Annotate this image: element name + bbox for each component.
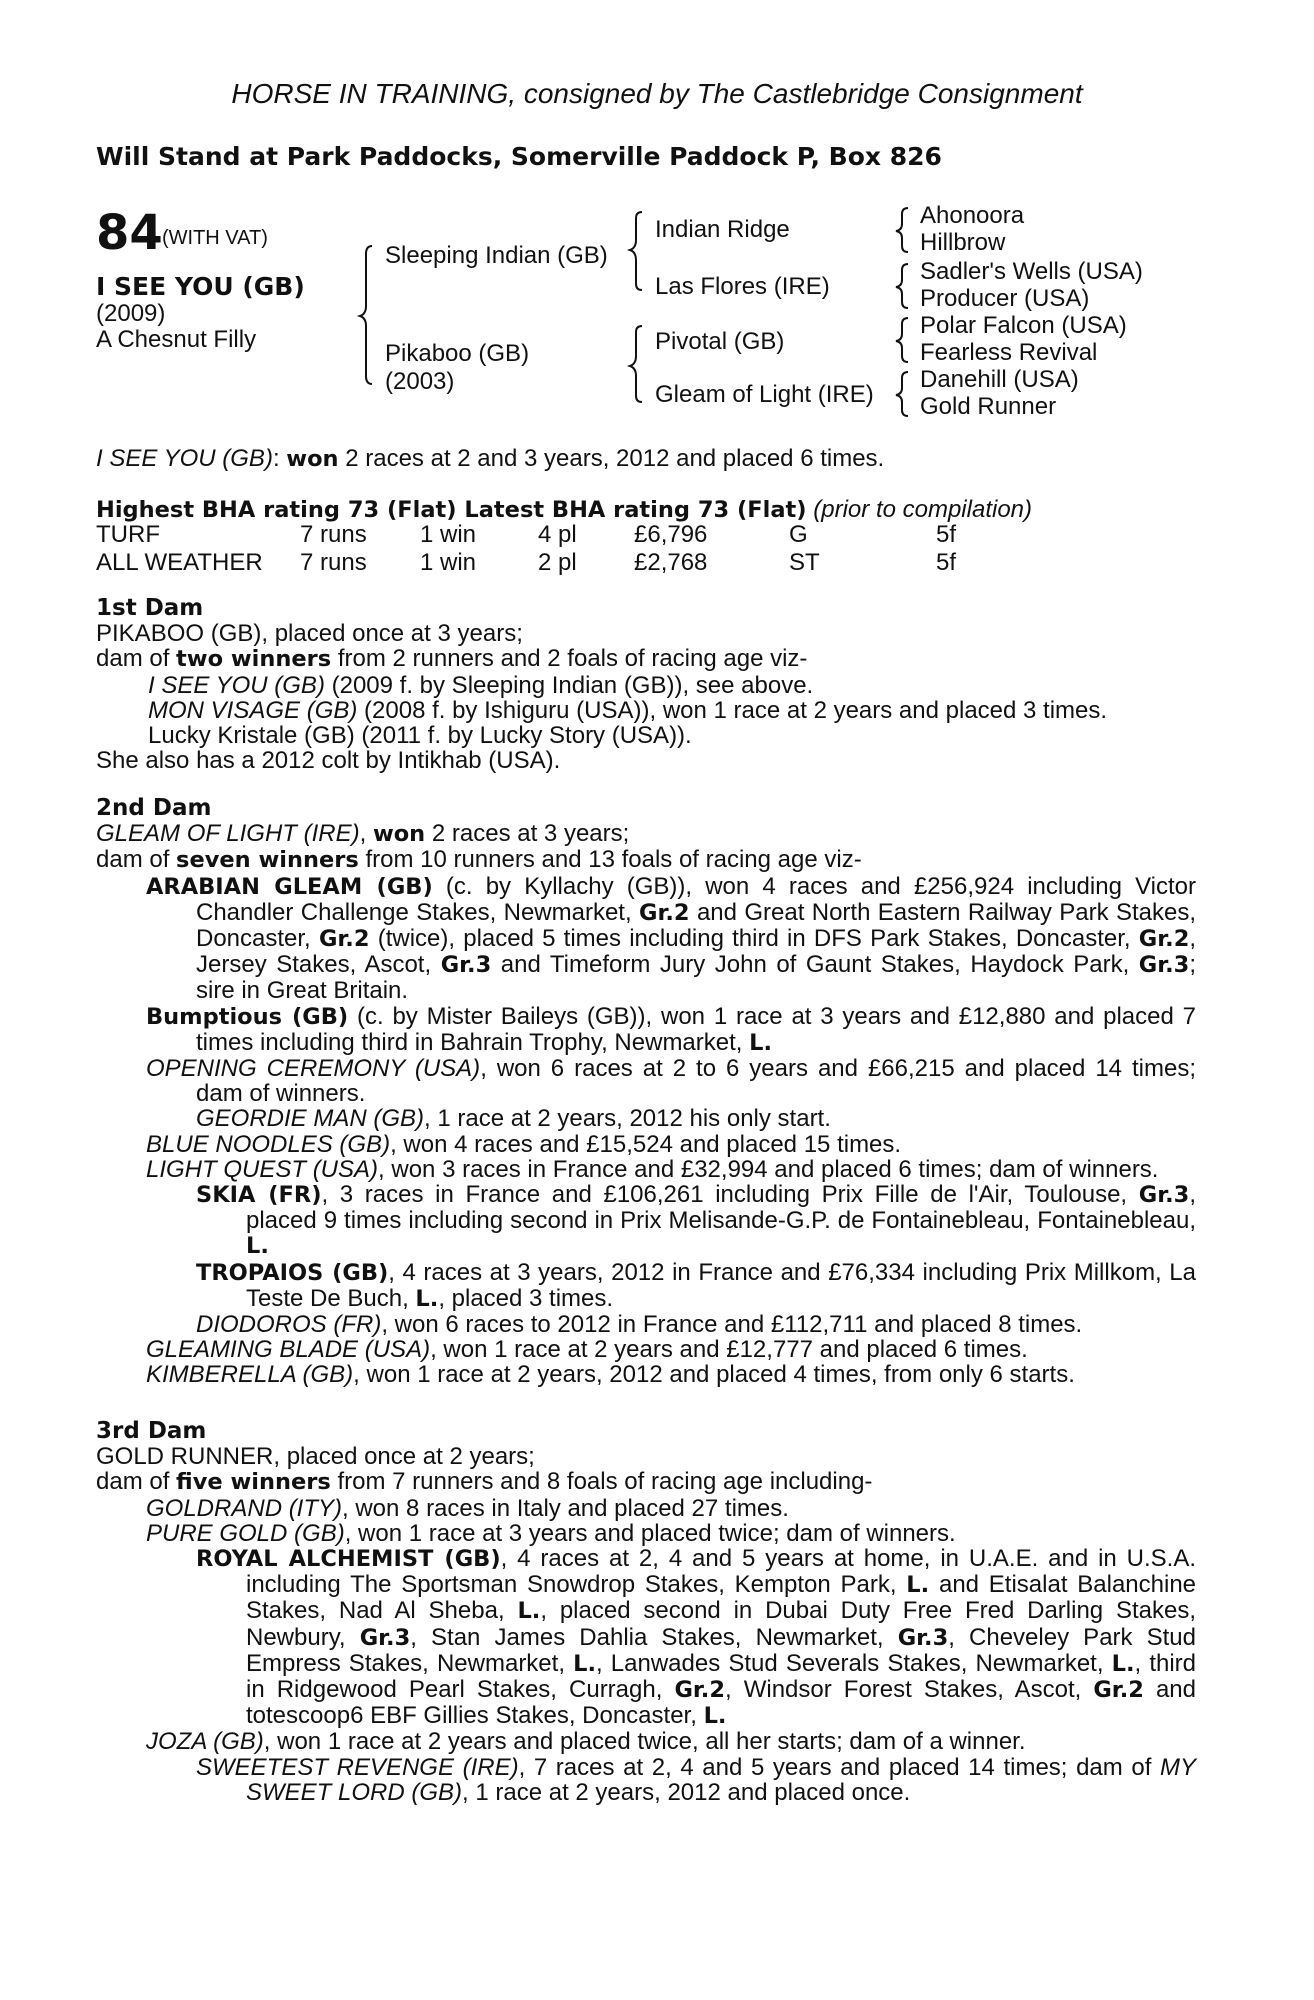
summary-text: 2 races at 2 and 3 years, 2012 and placed 6 times. xyxy=(345,445,885,472)
rating-text: Highest BHA rating 73 (Flat) Latest BHA rating 73 (Flat) xyxy=(96,497,807,523)
list-item: GLEAMING BLADE (USA), won 1 race at 2 years and £12,777 and placed 6 times. xyxy=(146,1336,1028,1364)
brace-ggp-3 xyxy=(896,318,908,362)
first-dam-section: 1st Dam PIKABOO (GB), placed once at 3 years; dam of two winners from 2 runners and 2 foals of racing age viz- I SEE YOU (GB) (2009 f. by Sleeping Indian (GB)), see above. MON VISAGE (GB) (2008 f. by Ishiguru (USA)), won 1 race at 2 years and placed 3 times. Lucky Kristale (GB) (2011 f. by Lucky Story (USA)). She also has a 2012 colt by Intikhab (USA). xyxy=(96,596,1196,773)
list-item: BLUE NOODLES (GB), won 4 races and £15,524 and placed 15 times. xyxy=(146,1130,902,1158)
dam-sire: Pivotal (GB) xyxy=(655,328,785,355)
second-dam-section: 2nd Dam GLEAM OF LIGHT (IRE), won 2 races at 3 years; dam of seven winners from 10 runners and 13 foals of racing age viz- ARABIAN GLEAM (GB) (c. by Kyllachy (GB)), won 4 races and £256,924 including Victor Chandler Challenge Stakes, Newmarket, Gr.2 and Great North Eastern Railway Park Stakes, Doncaster, Gr.2 (twice), placed 5 times including third in DFS Park Stakes, Doncaster, Gr.2, Jersey Stakes, Ascot, Gr.3 and Timeform Jury John of Gaunt Stakes, Haydock Park, Gr.3; sire in Great Britain. Bumptious (GB) (c. by Mister Baileys (GB)), won 1 race at 3 years and £12,880 and placed 7 times including third in Bahrain Trophy, Newmarket, L. OPENING CEREMONY (USA), won 6 races at 2 to 6 years and £66,215 and placed 14 times; dam of winners. GEORDIE MAN (GB), 1 race at 2 years, 2012 his only start. BLUE NOODLES (GB), won 4 races and £15,524 and placed 15 times. LIGHT QUEST (USA), won 3 races in France and £32,994 and placed 6 times; dam of winners. SKIA (FR), 3 races in France and £106,261 including Prix Fille de l'Air, Toulouse, Gr.3, placed 9 times including second in Prix Melisande-G.P. de Fontainebleau, Fontainebleau, L. TROPAIOS (GB), 4 races at 3 years, 2012 in France and £76,334 including Prix Millkom, La Teste De Buch, L., placed 3 times. DIODOROS (FR), won 6 races to 2012 in France and £112,711 and placed 8 times. GLEAMING BLADE (USA), won 1 race at 2 years and £12,777 and placed 6 times. KIMBERELLA (GB), won 1 race at 2 years, 2012 and placed 4 times, from only 6 starts. xyxy=(96,795,1197,1389)
list-item: SKIA (FR), 3 races in France and £106,261 including Prix Fille de l'Air, Toulouse, Gr.3, placed 9 times including second in Prix Melisande-G.P. de Fontainebleau, Fontainebleau, L. xyxy=(196,1181,1196,1260)
table-row: TURF 7 runs 1 win 4 pl £6,796 G 5f xyxy=(96,521,957,548)
brace-dam xyxy=(630,326,642,402)
lot-number: 84 xyxy=(96,205,163,261)
list-item: TROPAIOS (GB), 4 races at 3 years, 2012 in France and £76,334 including Prix Millkom, La Teste De Buch, L., placed 3 times. xyxy=(196,1258,1196,1312)
stand-location: Will Stand at Park Paddocks, Somerville Paddock P, Box 826 xyxy=(96,142,942,171)
list-item: MON VISAGE (GB) (2008 f. by Ishiguru (USA)), won 1 race at 2 years and placed 3 times. xyxy=(148,696,1108,724)
race-record-table xyxy=(96,521,956,577)
list-item: GEORDIE MAN (GB), 1 race at 2 years, 2012 his only start. xyxy=(196,1105,831,1133)
rating-note: (prior to compilation) xyxy=(813,496,1033,523)
sire-dam: Las Flores (IRE) xyxy=(655,273,830,300)
brace-sire xyxy=(630,212,642,290)
list-item: KIMBERELLA (GB), won 1 race at 2 years, 2012 and placed 4 times, from only 6 starts. xyxy=(146,1361,1075,1389)
dam-year: (2003) xyxy=(385,368,455,395)
ggp-5: Polar Falcon (USA) xyxy=(920,312,1127,339)
list-item: ROYAL ALCHEMIST (GB), 4 races at 2, 4 and 5 years at home, in U.A.E. and in U.S.A. including The Sportsman Snowdrop Stakes, Kempton Park, L. and Etisalat Balanchine Stakes, Nad Al Sheba, L., placed second in Dubai Duty Free Fred Darling Stakes, Newbury, Gr.3, Stan James Dahlia Stakes, Newmarket, Gr.3, Cheveley Park Stud Empress Stakes, Newmarket, L., Lanwades Stud Severals Stakes, Newmarket, L., third in Ridgewood Pearl Stakes, Curragh, Gr.2, Windsor Forest Stakes, Ascot, Gr.2 and totescoop6 EBF Gillies Stakes, Doncaster, L. xyxy=(196,1545,1197,1730)
list-item: Lucky Kristale (GB) (2011 f. by Lucky Story (USA)). xyxy=(148,722,692,750)
list-item: SWEETEST REVENGE (IRE), 7 races at 2, 4 and 5 years and placed 14 times; dam of MY SWEET LORD (GB), 1 race at 2 years, 2012 and placed once. xyxy=(196,1753,1196,1806)
list-item: DIODOROS (FR), won 6 races to 2012 in France and £112,711 and placed 8 times. xyxy=(196,1311,1083,1339)
sire-name: Sleeping Indian (GB) xyxy=(385,242,608,269)
vat-label: (WITH VAT) xyxy=(162,227,268,249)
list-item: I SEE YOU (GB) (2009 f. by Sleeping Indian (GB)), see above. xyxy=(148,671,814,699)
sire-sire: Indian Ridge xyxy=(655,216,790,243)
list-item: JOZA (GB), won 1 race at 2 years and placed twice, all her starts; dam of a winner. xyxy=(146,1728,1026,1756)
table-row: ALL WEATHER 7 runs 1 win 2 pl £2,768 ST 5f xyxy=(96,549,957,576)
ggp-6: Fearless Revival xyxy=(920,339,1098,366)
ggp-2: Hillbrow xyxy=(920,229,1006,256)
horse-description: A Chesnut Filly xyxy=(96,326,257,353)
dam-name: Pikaboo (GB) xyxy=(385,340,530,367)
summary-horse-name: I SEE YOU (GB) xyxy=(96,445,273,472)
bha-rating xyxy=(96,496,1032,524)
dam-dam: Gleam of Light (IRE) xyxy=(655,381,874,408)
brace-ggp-4 xyxy=(896,372,908,416)
list-item: OPENING CEREMONY (USA), won 6 races at 2 to 6 years and £66,215 and placed 14 times; dam of winners. xyxy=(146,1055,1196,1108)
ggp-3: Sadler's Wells (USA) xyxy=(920,258,1143,285)
brace-ggp-2 xyxy=(896,264,908,308)
third-dam-section: 3rd Dam GOLD RUNNER, placed once at 2 years; dam of five winners from 7 runners and 8 foals of racing age including- GOLDRAND (ITY), won 8 races in Italy and placed 27 times. PURE GOLD (GB), won 1 race at 3 years and placed twice; dam of winners. ROYAL ALCHEMIST (GB), 4 races at 2, 4 and 5 years at home, in U.A.E. and in U.S.A. including The Sportsman Snowdrop Stakes, Kempton Park, L. and Etisalat Balanchine Stakes, Nad Al Sheba, L., placed second in Dubai Duty Free Fred Darling Stakes, Newbury, Gr.3, Stan James Dahlia Stakes, Newmarket, Gr.3, Cheveley Park Stud Empress Stakes, Newmarket, L., Lanwades Stud Severals Stakes, Newmarket, L., third in Ridgewood Pearl Stakes, Curragh, Gr.2, Windsor Forest Stakes, Ascot, Gr.2 and totescoop6 EBF Gillies Stakes, Doncaster, L. JOZA (GB), won 1 race at 2 years and placed twice, all her starts; dam of a winner. SWEETEST REVENGE (IRE), 7 races at 2, 4 and 5 years and placed 14 times; dam of MY SWEET LORD (GB), 1 race at 2 years, 2012 and placed once. xyxy=(96,1418,1197,1806)
ggp-1: Ahonoora xyxy=(920,202,1025,229)
section-heading: 1st Dam xyxy=(96,595,204,621)
race-summary: I SEE YOU (GB): won 2 races at 2 and 3 years, 2012 and placed 6 times. xyxy=(96,445,885,472)
ggp-4: Producer (USA) xyxy=(920,285,1090,312)
ggp-8: Gold Runner xyxy=(920,393,1057,420)
list-item: LIGHT QUEST (USA), won 3 races in France and £32,994 and placed 6 times; dam of winners. xyxy=(146,1155,1159,1183)
horse-name: I SEE YOU (GB) xyxy=(96,272,305,301)
brace-parents xyxy=(360,246,372,384)
brace-ggp-1 xyxy=(896,208,908,252)
section-heading: 3rd Dam xyxy=(96,1418,207,1444)
page-header: HORSE IN TRAINING, consigned by The Castlebridge Consignment xyxy=(231,78,1083,109)
ggp-7: Danehill (USA) xyxy=(920,366,1079,393)
summary-won: won xyxy=(286,446,339,472)
list-item: Bumptious (GB) (c. by Mister Baileys (GB)), won 1 race at 3 years and £12,880 and placed 7 times including third in Bahrain Trophy, Newmarket, L. xyxy=(146,1002,1196,1056)
list-item: ARABIAN GLEAM (GB) (c. by Kyllachy (GB)), won 4 races and £256,924 including Victor Chandler Challenge Stakes, Newmarket, Gr.2 and Great North Eastern Railway Park Stakes, Doncaster, Gr.2 (twice), placed 5 times including third in DFS Park Stakes, Doncaster, Gr.2, Jersey Stakes, Ascot, Gr.3 and Timeform Jury John of Gaunt Stakes, Haydock Park, Gr.3; sire in Great Britain. xyxy=(146,872,1197,1005)
list-item: GOLDRAND (ITY), won 8 races in Italy and placed 27 times. xyxy=(146,1494,789,1522)
section-heading: 2nd Dam xyxy=(96,795,212,821)
list-item: PURE GOLD (GB), won 1 race at 3 years and placed twice; dam of winners. xyxy=(146,1519,956,1547)
horse-year: (2009) xyxy=(96,300,166,327)
